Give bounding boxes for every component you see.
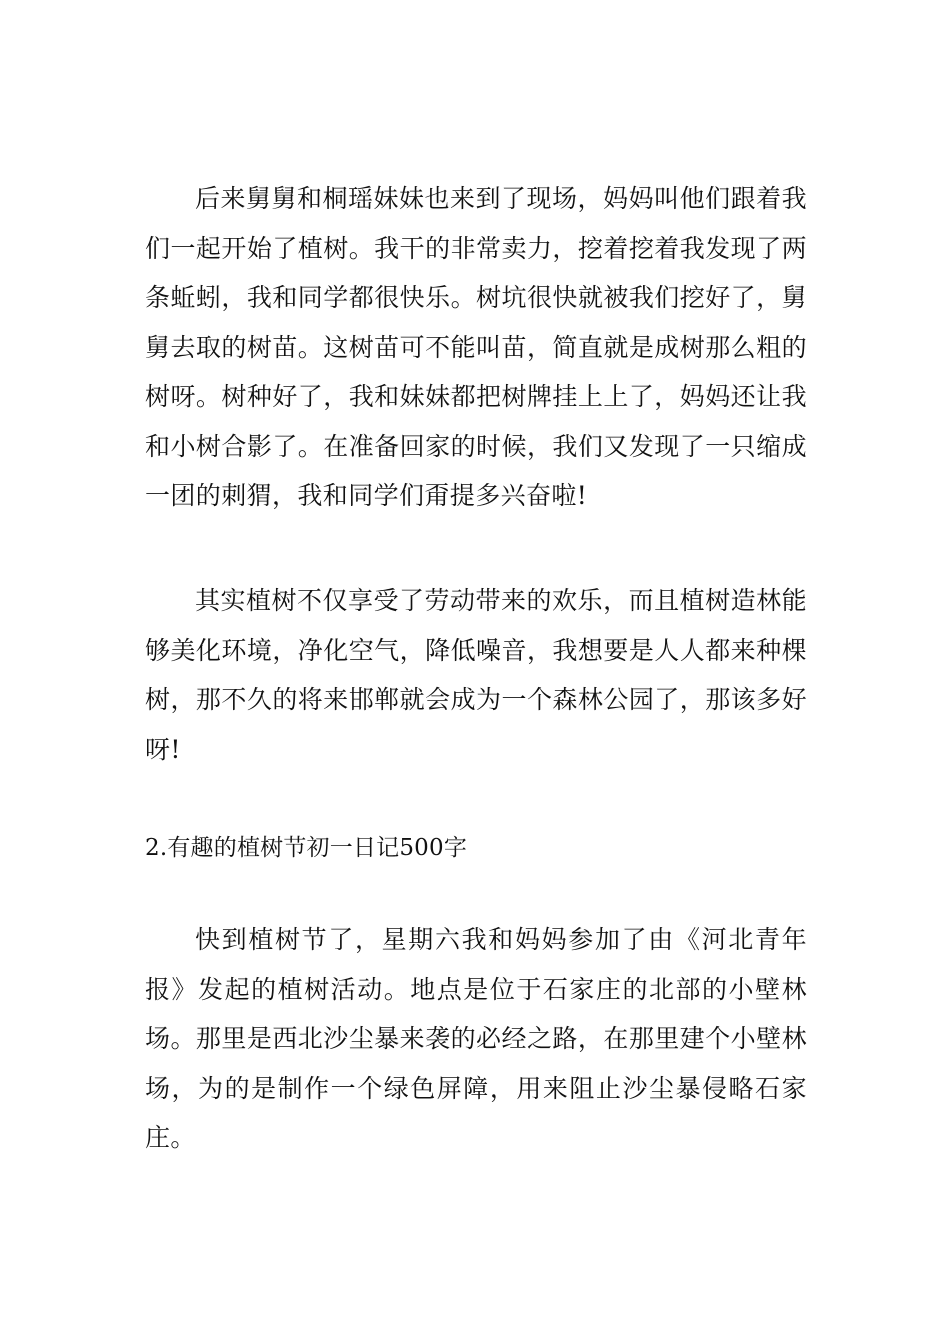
body-paragraph-tree-planting-scene: 后来舅舅和桐瑶妹妹也来到了现场，妈妈叫他们跟着我们一起开始了植树。我干的非常卖力，挖着挖着我发现了两条蚯蚓，我和同学都很快乐。树坑很快就被我们挖好了，舅舅去取的树苗。这树苗可不能叫苗，简直就是成树那么粗的树呀。树种好了，我和妹妹都把树牌挂上上了，妈妈还让我和小树合影了。在准备回家的时候，我们又发现了一只缩成一团的刺猬，我和同学们甭提多兴奋啦! (145, 184, 807, 510)
section-heading: 2.有趣的植树节初一日记500字 (145, 835, 468, 861)
body-paragraph-benefits: 其实植树不仅享受了劳动带来的欢乐，而且植树造林能够美化环境，净化空气，降低噪音，我想要是人人都来种棵树，那不久的将来邯郸就会成为一个森林公园了，那该多好呀! (145, 586, 807, 764)
body-paragraph-activity-intro: 快到植树节了，星期六我和妈妈参加了由《河北青年报》发起的植树活动。地点是位于石家庄的北部的小壁林场。那里是西北沙尘暴来袭的必经之路，在那里建个小壁林场，为的是制作一个绿色屏障，用来阻止沙尘暴侵略石家庄。 (145, 925, 807, 1152)
